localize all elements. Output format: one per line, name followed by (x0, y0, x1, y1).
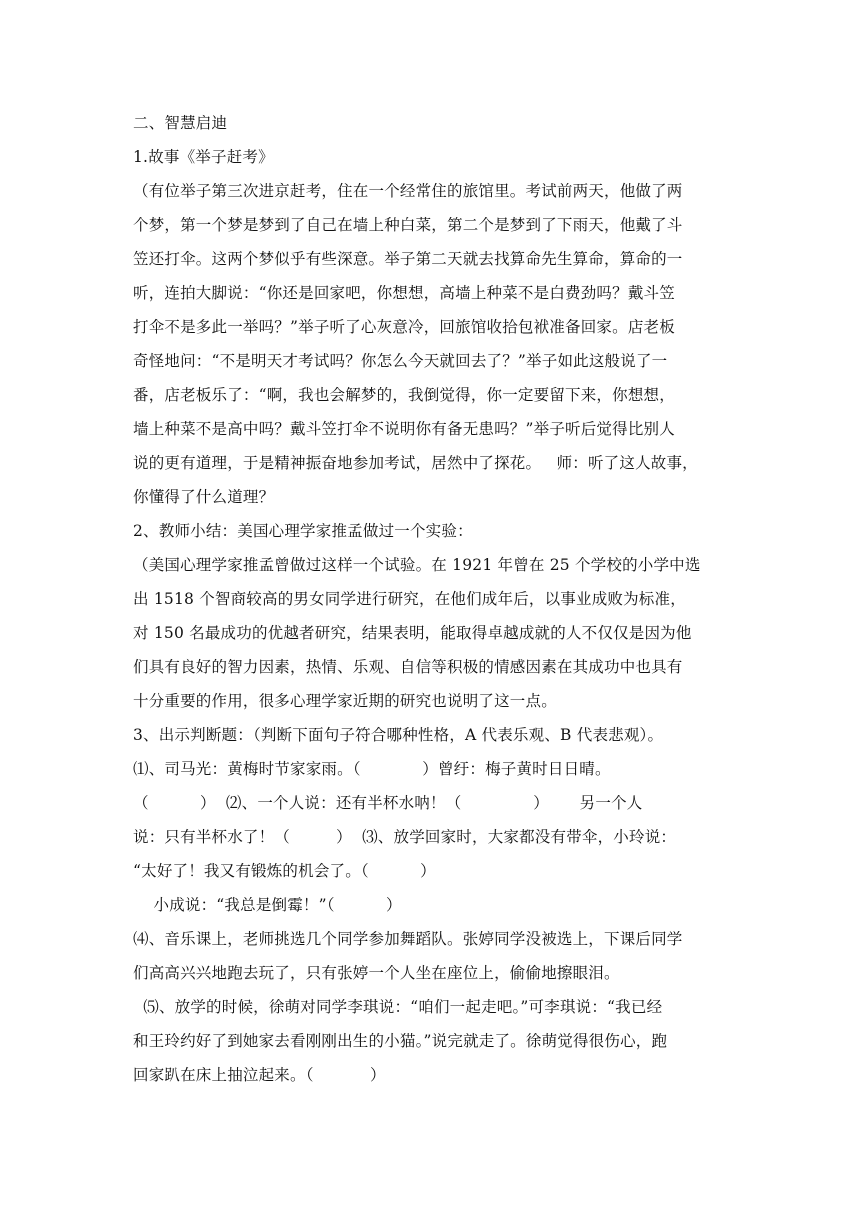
story-title: 1.故事《举子赶考》 (133, 148, 274, 166)
text-line: 和王玲约好了到她家去看刚刚出生的小猫。”说完就走了。徐萌觉得很伤心，跑 (133, 1032, 668, 1050)
text-line: “太好了！我又有锻炼的机会了。（ ） (133, 862, 436, 880)
text-line: 个梦，第一个梦是梦到了自己在墙上种白菜，第二个是梦到了下雨天，他戴了斗 (133, 216, 683, 234)
text-line: 奇怪地问：“不是明天才考试吗？你怎么今天就回去了？”举子如此这般说了一 (133, 352, 668, 370)
text-line: （有位举子第三次进京赶考，住在一个经常住的旅馆里。考试前两天，他做了两 (133, 182, 683, 200)
section-heading: 二、智慧启迪 (133, 114, 228, 132)
text-line: 说的更有道理，于是精神振奋地参加考试，居然中了探花。 师：听了这人故事， (133, 454, 698, 472)
text-line: 笠还打伞。这两个梦似乎有些深意。举子第二天就去找算命先生算命，算命的一 (133, 250, 683, 268)
text-line: 回家趴在床上抽泣起来。（ ） (133, 1066, 386, 1084)
text-line: 3、出示判断题：（判断下面句子符合哪种性格，A 代表乐观、B 代表悲观）。 (133, 726, 664, 744)
text-line: 对 150 名最成功的优越者研究，结果表明，能取得卓越成就的人不仅仅是因为他 (133, 624, 692, 642)
text-line: 们高高兴兴地跑去玩了，只有张婷一个人坐在座位上，偷偷地擦眼泪。 (133, 964, 620, 982)
text-line: 们具有良好的智力因素，热情、乐观、自信等积极的情感因素在其成功中也具有 (133, 658, 683, 676)
text-line: （ ） ⑵、一个人说：还有半杯水呐！（ ） 另一个人 (133, 794, 643, 812)
text-line: ⑷、音乐课上，老师挑选几个同学参加舞蹈队。张婷同学没被选上，下课后同学 (133, 930, 683, 948)
text-line: 你懂得了什么道理？ (133, 488, 275, 506)
text-line: ⑸、放学的时候，徐萌对同学李琪说：“咱们一起走吧。”可李琪说：“我已经 (133, 998, 663, 1016)
text-line: ⑴、司马光：黄梅时节家家雨。（ ）曾纡：梅子黄时日日晴。 (133, 760, 611, 778)
text-line: 小成说：“我总是倒霉！”（ ） (133, 896, 402, 914)
text-line: 说：只有半杯水了！（ ） ⑶、放学回家时，大家都没有带伞，小玲说： (133, 828, 677, 846)
text-line: 十分重要的作用，很多心理学家近期的研究也说明了这一点。 (133, 692, 557, 710)
text-line: （美国心理学家推孟曾做过这样一个试验。在 1921 年曾在 25 个学校的小学中选 (133, 556, 701, 574)
text-line: 听，连拍大脚说：“你还是回家吧，你想想，高墙上种菜不是白费劲吗？戴斗笠 (133, 284, 675, 302)
text-line: 墙上种菜不是高中吗？戴斗笠打伞不说明你有备无患吗？”举子听后觉得比别人 (133, 420, 675, 438)
text-line: 打伞不是多此一举吗？”举子听了心灰意冷，回旅馆收拾包袱准备回家。店老板 (133, 318, 675, 336)
text-line: 出 1518 个智商较高的男女同学进行研究，在他们成年后，以事业成败为标准， (133, 590, 686, 608)
text-line: 2、教师小结：美国心理学家推孟做过一个实验： (133, 522, 473, 540)
text-line: 番，店老板乐了：“啊，我也会解梦的，我倒觉得，你一定要留下来，你想想， (133, 386, 675, 404)
